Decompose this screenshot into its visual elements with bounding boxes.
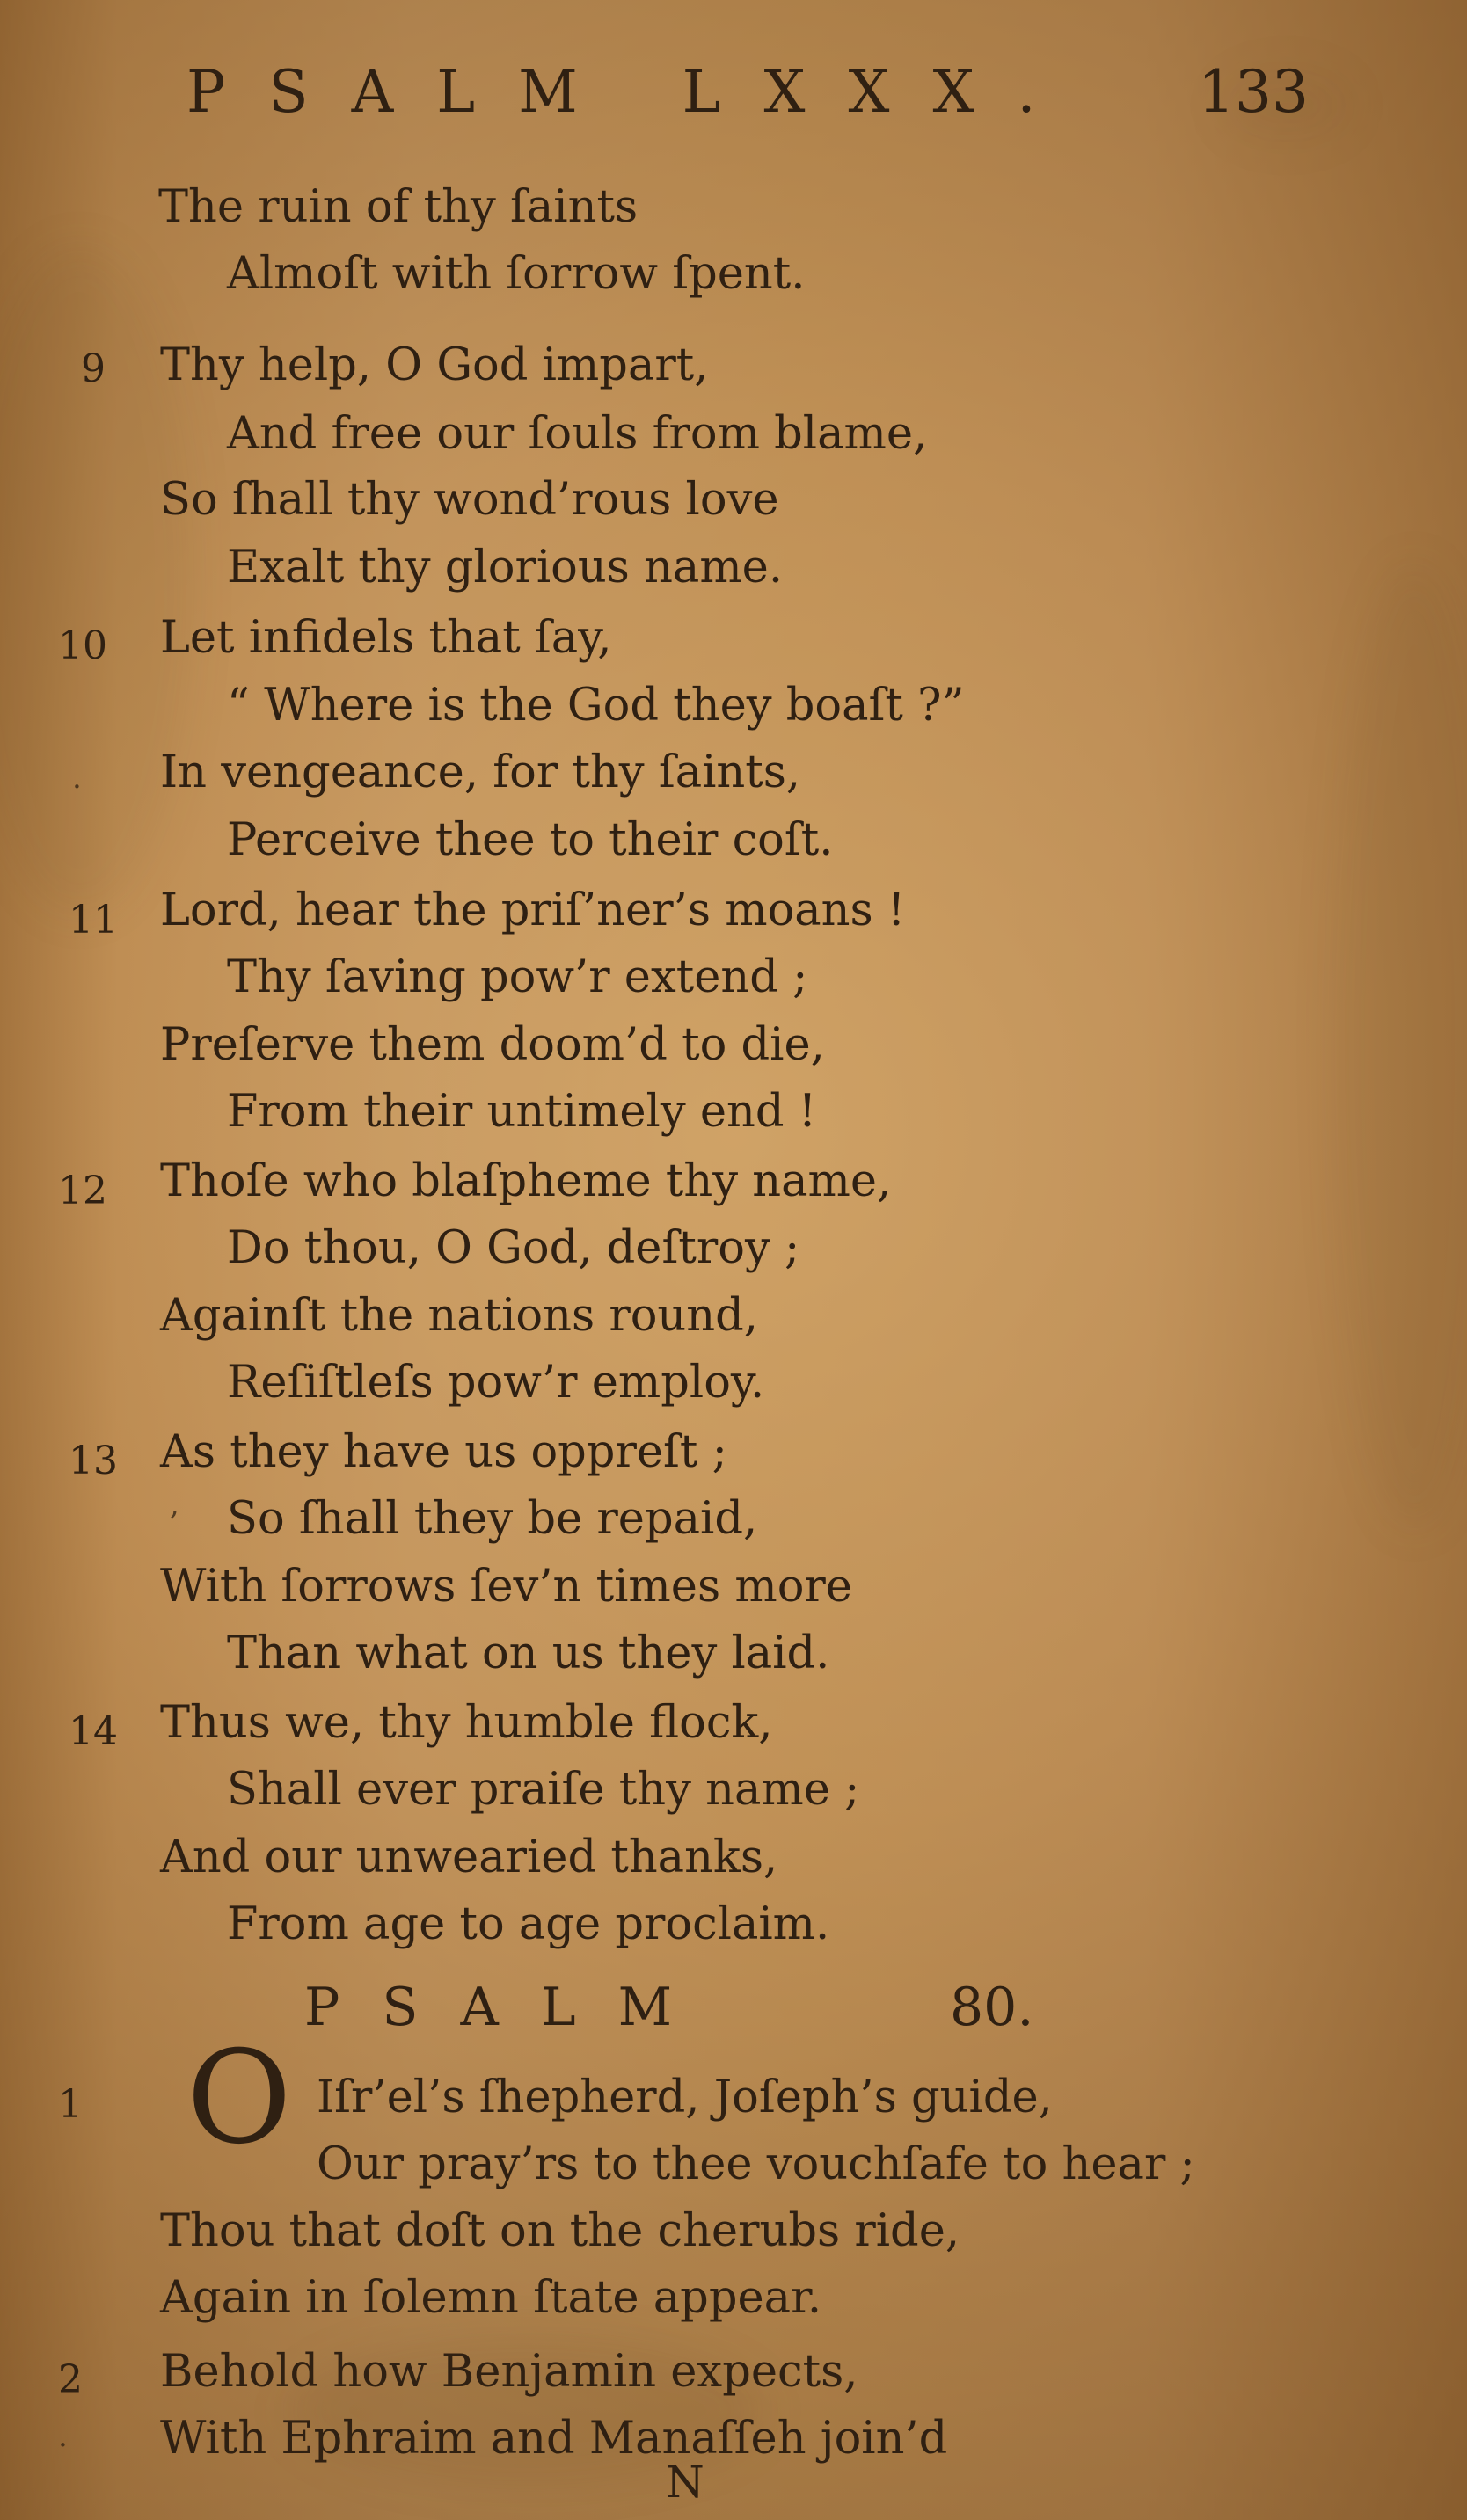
verse-line: The ruin of thy ſaints	[158, 181, 639, 233]
verse-line: As they have us oppreſt ;	[160, 1426, 727, 1478]
verse-line: In vengeance, for thy ſaints,	[160, 747, 801, 798]
verse-line: Behold how Benjamin expects,	[160, 2346, 858, 2398]
verse-line: Reſiſtleſs pow’r employ.	[227, 1357, 765, 1409]
running-title: PSALM LXXX.	[186, 58, 1079, 126]
verse-line: Thy ſaving pow’r extend ;	[227, 951, 808, 1003]
running-header	[186, 58, 1309, 142]
verse-line: Againſt the nations round,	[160, 1290, 758, 1342]
psalm-heading: PSALM	[304, 1977, 715, 2038]
verse-number: 2	[58, 2357, 83, 2402]
verse-line: Thoſe who blaſpheme thy name,	[160, 1155, 892, 1207]
verse-line: From their untimely end !	[227, 1086, 817, 1138]
verse-line: Do thou, O God, deſtroy ;	[227, 1222, 800, 1274]
verse-number: 1	[58, 2082, 83, 2127]
verse-line: Again in ſolemn ſtate appear.	[160, 2272, 822, 2324]
verse-number: 11	[69, 898, 118, 943]
verse-number: 9	[81, 346, 106, 391]
verse-line: Perceive thee to their coſt.	[227, 814, 834, 866]
verse-line: And free our ſouls from blame,	[227, 408, 928, 460]
verse-line: And our unwearied thanks,	[160, 1832, 778, 1883]
verse-line: Let infidels that ſay,	[160, 612, 612, 664]
verse-line: Almoſt with ſorrow ſpent.	[227, 248, 806, 300]
verse-line: With ſorrows ſev’n times more	[160, 1561, 852, 1613]
print-mark: .	[58, 2419, 68, 2454]
verse-line: From age to age proclaim.	[227, 1898, 830, 1950]
catchword: N	[666, 2457, 704, 2508]
verse-line: “ Where is the God they boaſt ?”	[227, 680, 965, 732]
verse-line: Preſerve them doom’d to die,	[160, 1019, 825, 1071]
verse-number: 14	[69, 1709, 118, 1754]
verse-number: 10	[58, 623, 107, 668]
verse-line: Shall ever praiſe thy name ;	[227, 1764, 860, 1816]
verse-line: Thou that doſt on the cherubs ride,	[160, 2205, 960, 2257]
verse-line: Lord, hear the priſ’ner’s moans !	[160, 885, 906, 936]
print-mark: ,	[170, 1487, 179, 1522]
psalm-number: 80.	[950, 1977, 1034, 2038]
print-mark: .	[72, 761, 82, 796]
drop-cap: O	[186, 2023, 292, 2173]
verse-line: With Ephraim and Manaſſeh join’d	[160, 2413, 948, 2465]
verse-line: Iſr’el’s ſhepherd, Joſeph’s guide,	[317, 2072, 1053, 2123]
verse-line: Our pray’rs to thee vouchſafe to hear ;	[317, 2138, 1195, 2190]
verse-line: Than what on us they laid.	[227, 1628, 830, 1679]
verse-number: 12	[58, 1169, 107, 1213]
verse-line: So ſhall thy wond’rous love	[160, 474, 779, 526]
verse-line: Thus we, thy humble flock,	[160, 1697, 773, 1749]
verse-line: Exalt thy glorious name.	[227, 542, 784, 594]
verse-line: So ſhall they be repaid,	[227, 1493, 758, 1545]
verse-line: Thy help, O God impart,	[160, 339, 709, 391]
paper-stain-right	[1335, 563, 1467, 1530]
page-number: 133	[1198, 58, 1309, 126]
verse-number: 13	[69, 1438, 118, 1483]
